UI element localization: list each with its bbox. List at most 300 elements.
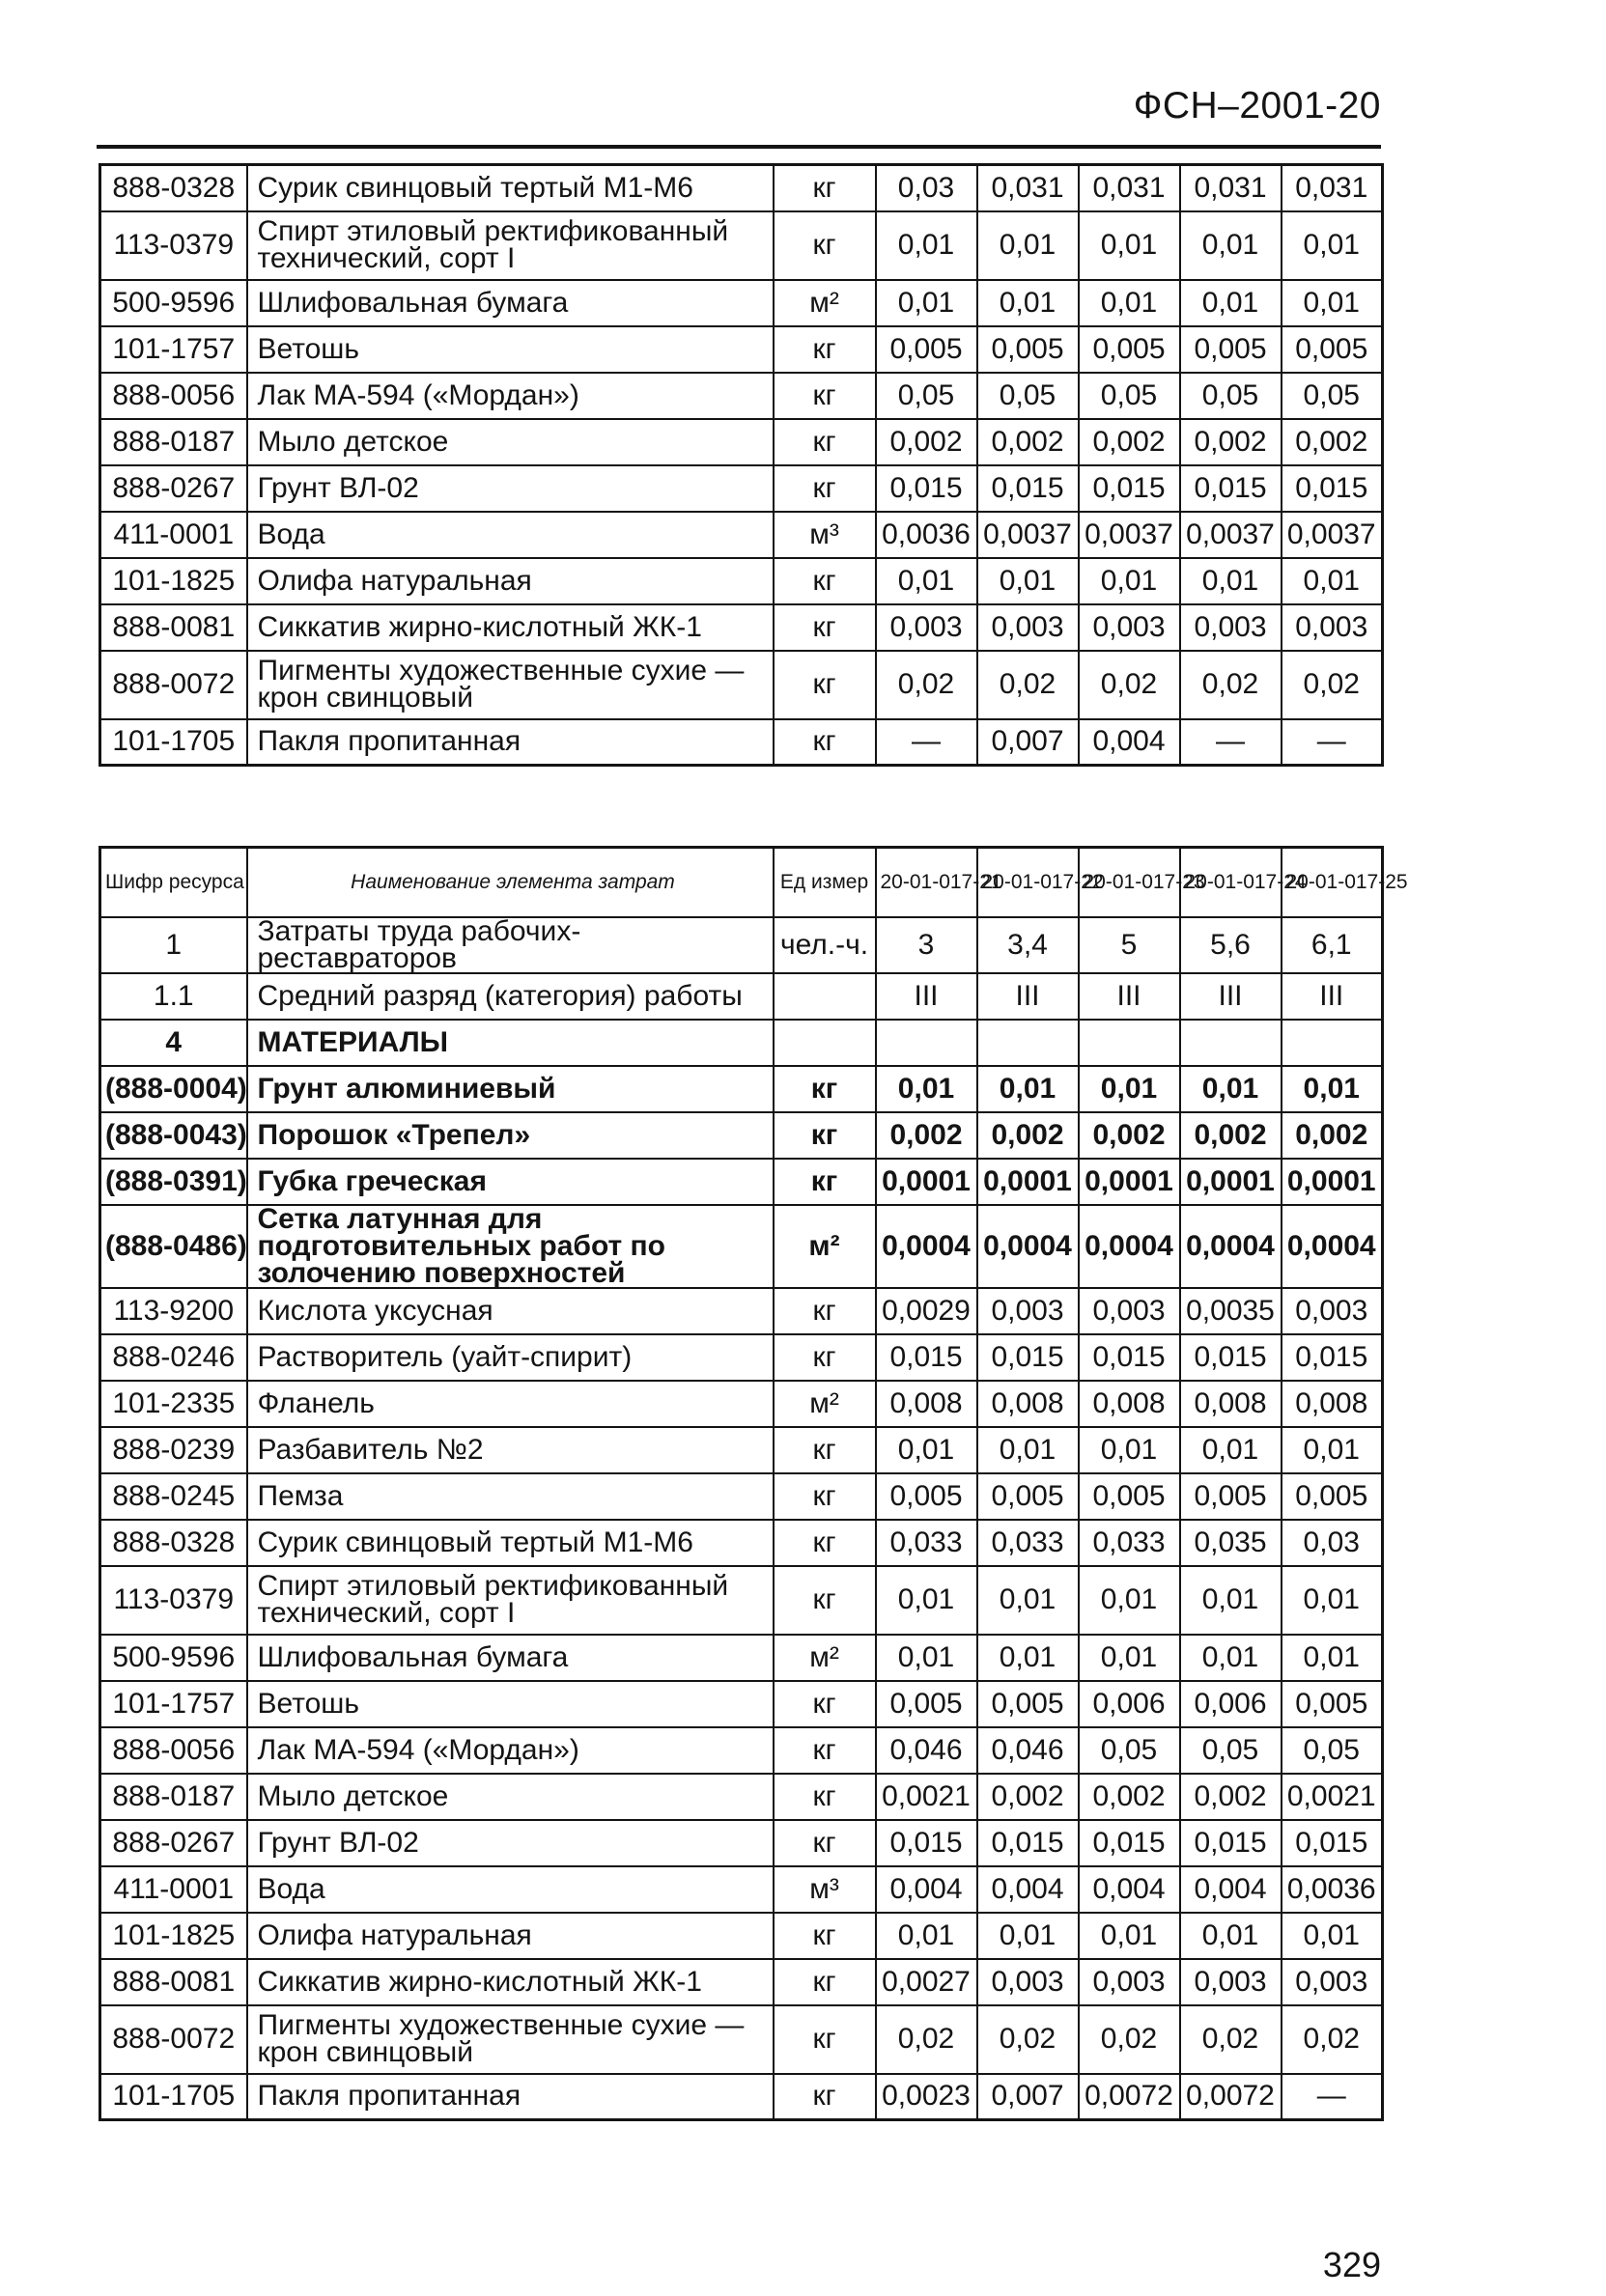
table-row bbox=[100, 1520, 1383, 1566]
resource-value: 0,01 bbox=[876, 1913, 977, 1959]
resource-value: 0,05 bbox=[1079, 1727, 1180, 1774]
resource-value: 0,0004 bbox=[977, 1205, 1079, 1288]
resource-value: 0,0023 bbox=[876, 2074, 977, 2120]
table-row bbox=[100, 1866, 1383, 1913]
resource-unit: м² bbox=[774, 1381, 876, 1427]
resource-value: 0,0036 bbox=[876, 512, 977, 558]
resource-value: III bbox=[1079, 973, 1180, 1020]
resource-value: 0,01 bbox=[1180, 1566, 1282, 1635]
resource-code: 411-0001 bbox=[100, 512, 247, 558]
resource-value: — bbox=[876, 719, 977, 766]
page-number: 329 bbox=[1322, 2245, 1381, 2284]
resource-name: Шлифовальная бумага bbox=[247, 280, 774, 326]
resource-name: Грунт ВЛ-02 bbox=[247, 1820, 774, 1866]
resource-value: 0,01 bbox=[1180, 1066, 1282, 1112]
resource-code: 4 bbox=[100, 1020, 247, 1066]
resource-value: 0,002 bbox=[1079, 1774, 1180, 1820]
resource-code: 888-0081 bbox=[100, 604, 247, 651]
resource-value: 0,002 bbox=[876, 419, 977, 465]
resource-value: 0,007 bbox=[977, 719, 1079, 766]
resource-value: — bbox=[1180, 719, 1282, 766]
header-unit: Ед измер bbox=[774, 848, 876, 917]
header-rule bbox=[97, 145, 1381, 149]
resource-value: 0,01 bbox=[876, 1427, 977, 1473]
resource-value: 0,01 bbox=[1079, 558, 1180, 604]
resource-name: Спирт этиловый ректификованный технический, сорт I bbox=[247, 1566, 774, 1635]
resource-name: Пигменты художественные сухие — крон свинцовый bbox=[247, 651, 774, 719]
resource-value: 0,008 bbox=[1180, 1381, 1282, 1427]
resource-unit: кг bbox=[774, 558, 876, 604]
resource-unit: кг bbox=[774, 1427, 876, 1473]
resource-name: Фланель bbox=[247, 1381, 774, 1427]
resource-code: 101-1757 bbox=[100, 1681, 247, 1727]
resource-value: 0,0037 bbox=[977, 512, 1079, 558]
resource-name: Пемза bbox=[247, 1473, 774, 1520]
resource-unit: кг bbox=[774, 1959, 876, 2005]
resource-value: 0,005 bbox=[1282, 1473, 1383, 1520]
resource-value: 0,004 bbox=[1079, 1866, 1180, 1913]
table-row bbox=[100, 1288, 1383, 1334]
resource-value: 0,01 bbox=[1282, 1427, 1383, 1473]
resource-name: Вода bbox=[247, 1866, 774, 1913]
resource-name: Мыло детское bbox=[247, 1774, 774, 1820]
table-row bbox=[100, 1635, 1383, 1681]
resource-code: 101-1757 bbox=[100, 326, 247, 373]
table-row bbox=[100, 973, 1383, 1020]
resource-code: 888-0267 bbox=[100, 465, 247, 512]
resource-value: 0,015 bbox=[1180, 1334, 1282, 1381]
resource-value: 0,007 bbox=[977, 2074, 1079, 2120]
resource-value: 0,01 bbox=[1282, 280, 1383, 326]
resource-code: 888-0056 bbox=[100, 373, 247, 419]
resource-value: 0,01 bbox=[1282, 1913, 1383, 1959]
resource-code: (888-0391) bbox=[100, 1159, 247, 1205]
resource-code: 411-0001 bbox=[100, 1866, 247, 1913]
resource-name: Вода bbox=[247, 512, 774, 558]
header-column: 20-01-017-23 bbox=[1079, 848, 1180, 917]
resource-code: 113-0379 bbox=[100, 211, 247, 280]
resource-value: 0,003 bbox=[977, 604, 1079, 651]
table-row bbox=[100, 512, 1383, 558]
resource-unit: кг bbox=[774, 1727, 876, 1774]
resource-code: (888-0043) bbox=[100, 1112, 247, 1159]
resource-value: 0,031 bbox=[1282, 165, 1383, 211]
resource-value: 0,005 bbox=[977, 326, 1079, 373]
resource-value: 0,046 bbox=[876, 1727, 977, 1774]
resource-value: 0,006 bbox=[1079, 1681, 1180, 1727]
resource-value: 0,015 bbox=[876, 1334, 977, 1381]
resource-value: 0,033 bbox=[876, 1520, 977, 1566]
resource-code: 888-0187 bbox=[100, 1774, 247, 1820]
resource-unit: м³ bbox=[774, 1866, 876, 1913]
resource-value: 0,002 bbox=[1180, 1112, 1282, 1159]
resource-value: 0,0035 bbox=[1180, 1288, 1282, 1334]
resource-value: 0,005 bbox=[1180, 1473, 1282, 1520]
resource-code: 101-1705 bbox=[100, 719, 247, 766]
table-row bbox=[100, 1020, 1383, 1066]
resource-unit: кг bbox=[774, 419, 876, 465]
resource-value: 0,002 bbox=[1282, 1112, 1383, 1159]
resource-value: 0,01 bbox=[1079, 1427, 1180, 1473]
resource-value: 0,01 bbox=[876, 211, 977, 280]
resource-value: 0,01 bbox=[977, 1066, 1079, 1112]
resource-name: Ветошь bbox=[247, 1681, 774, 1727]
table-row bbox=[100, 1774, 1383, 1820]
resource-value: 0,015 bbox=[977, 1820, 1079, 1866]
resource-value: 0,0001 bbox=[1282, 1159, 1383, 1205]
resource-unit bbox=[774, 1020, 876, 1066]
resource-value: 0,005 bbox=[1180, 326, 1282, 373]
resource-value: 0,002 bbox=[977, 419, 1079, 465]
header-code: Шифр ресурса bbox=[100, 848, 247, 917]
resource-value: 0,008 bbox=[1282, 1381, 1383, 1427]
resource-value: 0,0037 bbox=[1282, 512, 1383, 558]
resource-name: Грунт алюминиевый bbox=[247, 1066, 774, 1112]
resource-value: 0,0036 bbox=[1282, 1866, 1383, 1913]
resource-value: 0,033 bbox=[1079, 1520, 1180, 1566]
table-row bbox=[100, 419, 1383, 465]
resource-value bbox=[1282, 1020, 1383, 1066]
resource-value: 0,0037 bbox=[1180, 512, 1282, 558]
resource-value: — bbox=[1282, 719, 1383, 766]
resource-value: 0,002 bbox=[876, 1112, 977, 1159]
resource-unit: м² bbox=[774, 1205, 876, 1288]
resource-value: 0,01 bbox=[977, 1427, 1079, 1473]
resource-code: 888-0187 bbox=[100, 419, 247, 465]
resource-unit: кг bbox=[774, 1112, 876, 1159]
resource-name: Спирт этиловый ректификованный технический, сорт I bbox=[247, 211, 774, 280]
table-row bbox=[100, 1066, 1383, 1112]
header-column: 20-01-017-22 bbox=[977, 848, 1079, 917]
resource-value: III bbox=[1282, 973, 1383, 1020]
resource-value: 0,002 bbox=[1180, 419, 1282, 465]
resource-code: 1 bbox=[100, 917, 247, 973]
table-row bbox=[100, 165, 1383, 211]
resource-value: 0,0001 bbox=[1079, 1159, 1180, 1205]
resource-name: Сиккатив жирно-кислотный ЖК-1 bbox=[247, 604, 774, 651]
resource-value: 0,015 bbox=[1282, 465, 1383, 512]
resource-value: 0,002 bbox=[977, 1774, 1079, 1820]
resource-name: Затраты труда рабочих-реставраторов bbox=[247, 917, 774, 973]
resource-value: 0,0004 bbox=[1282, 1205, 1383, 1288]
resource-value: 0,01 bbox=[876, 1635, 977, 1681]
resource-value: 0,01 bbox=[1180, 211, 1282, 280]
resource-code: (888-0486) bbox=[100, 1205, 247, 1288]
resource-unit: кг bbox=[774, 1288, 876, 1334]
resource-unit: м³ bbox=[774, 512, 876, 558]
resource-value: 0,02 bbox=[1079, 651, 1180, 719]
resource-value: 0,02 bbox=[1180, 2005, 1282, 2074]
resource-name: Растворитель (уайт-спирит) bbox=[247, 1334, 774, 1381]
resource-value: 0,005 bbox=[876, 1473, 977, 1520]
resource-value: 0,003 bbox=[1282, 604, 1383, 651]
resource-value: 0,003 bbox=[1180, 604, 1282, 651]
header-name: Наименование элемента затрат bbox=[247, 848, 774, 917]
resource-value: 0,02 bbox=[977, 2005, 1079, 2074]
resource-code: 888-0328 bbox=[100, 165, 247, 211]
resource-value: 0,003 bbox=[1079, 1288, 1180, 1334]
resource-name: Сурик свинцовый тертый М1-М6 bbox=[247, 1520, 774, 1566]
resource-unit: кг bbox=[774, 2074, 876, 2120]
table-row bbox=[100, 1913, 1383, 1959]
resource-value: 0,0072 bbox=[1180, 2074, 1282, 2120]
resource-value: 0,05 bbox=[1180, 373, 1282, 419]
resource-code: 888-0072 bbox=[100, 651, 247, 719]
resource-value: 0,004 bbox=[977, 1866, 1079, 1913]
resource-value: 0,0029 bbox=[876, 1288, 977, 1334]
resource-unit: кг bbox=[774, 1473, 876, 1520]
resource-name: Сурик свинцовый тертый М1-М6 bbox=[247, 165, 774, 211]
table-row bbox=[100, 1427, 1383, 1473]
resource-value: 5 bbox=[1079, 917, 1180, 973]
resource-value: 0,01 bbox=[876, 1066, 977, 1112]
resource-value: 0,008 bbox=[977, 1381, 1079, 1427]
resource-value: 0,01 bbox=[977, 558, 1079, 604]
resource-value: 0,01 bbox=[977, 1635, 1079, 1681]
resource-value: 0,01 bbox=[876, 1566, 977, 1635]
resource-value: 0,01 bbox=[977, 1566, 1079, 1635]
resource-value: 0,003 bbox=[876, 604, 977, 651]
resource-code: (888-0004) bbox=[100, 1066, 247, 1112]
resource-value: 0,005 bbox=[876, 1681, 977, 1727]
resource-value: 0,006 bbox=[1180, 1681, 1282, 1727]
resource-value: 0,005 bbox=[1079, 326, 1180, 373]
table-row bbox=[100, 917, 1383, 973]
resource-value: III bbox=[1180, 973, 1282, 1020]
resource-unit: кг bbox=[774, 1681, 876, 1727]
table-row bbox=[100, 1959, 1383, 2005]
resource-value: 0,01 bbox=[977, 1913, 1079, 1959]
resource-value: 0,035 bbox=[1180, 1520, 1282, 1566]
resource-unit: кг bbox=[774, 1913, 876, 1959]
page-header-title: ФСН–2001-20 bbox=[1133, 85, 1381, 126]
resource-name: Мыло детское bbox=[247, 419, 774, 465]
resource-value: 0,003 bbox=[1282, 1288, 1383, 1334]
resource-value: 0,015 bbox=[1079, 465, 1180, 512]
resource-value: 0,0004 bbox=[1180, 1205, 1282, 1288]
table-row bbox=[100, 2005, 1383, 2074]
resource-value: 0,002 bbox=[1079, 419, 1180, 465]
resource-value: 0,003 bbox=[977, 1288, 1079, 1334]
resource-value: 0,0021 bbox=[1282, 1774, 1383, 1820]
resource-value: 0,003 bbox=[1180, 1959, 1282, 2005]
resource-value: 6,1 bbox=[1282, 917, 1383, 973]
resource-value: 0,01 bbox=[1180, 280, 1282, 326]
resource-name: Разбавитель №2 bbox=[247, 1427, 774, 1473]
resource-value: 0,005 bbox=[977, 1681, 1079, 1727]
resource-value: 0,01 bbox=[1180, 1913, 1282, 1959]
resource-value: 0,02 bbox=[876, 2005, 977, 2074]
resource-value: 0,0027 bbox=[876, 1959, 977, 2005]
resource-code: 888-0245 bbox=[100, 1473, 247, 1520]
table-row bbox=[100, 280, 1383, 326]
resource-value: 0,005 bbox=[1282, 326, 1383, 373]
resource-value: 0,0072 bbox=[1079, 2074, 1180, 2120]
resource-value: 0,031 bbox=[977, 165, 1079, 211]
resource-code: 101-1825 bbox=[100, 1913, 247, 1959]
table-row bbox=[100, 1205, 1383, 1288]
resource-name: Пакля пропитанная bbox=[247, 719, 774, 766]
resource-value: 0,005 bbox=[876, 326, 977, 373]
resource-unit: кг bbox=[774, 165, 876, 211]
resource-name: Лак МА-594 («Мордан») bbox=[247, 373, 774, 419]
resource-code: 101-1825 bbox=[100, 558, 247, 604]
header-column: 20-01-017-25 bbox=[1282, 848, 1383, 917]
resource-value: 0,008 bbox=[876, 1381, 977, 1427]
resource-value: 0,031 bbox=[1079, 165, 1180, 211]
resource-value: 0,005 bbox=[1079, 1473, 1180, 1520]
table-row bbox=[100, 1473, 1383, 1520]
resource-code: 1.1 bbox=[100, 973, 247, 1020]
resource-value: 0,01 bbox=[1079, 1566, 1180, 1635]
resource-value bbox=[1180, 1020, 1282, 1066]
table-row bbox=[100, 1159, 1383, 1205]
table-row bbox=[100, 373, 1383, 419]
resource-value: 0,002 bbox=[1079, 1112, 1180, 1159]
resource-value: 0,05 bbox=[977, 373, 1079, 419]
resource-value: 0,003 bbox=[1079, 1959, 1180, 2005]
resource-value: 0,02 bbox=[977, 651, 1079, 719]
table-row bbox=[100, 465, 1383, 512]
resource-value: 0,01 bbox=[876, 280, 977, 326]
resource-value: 3 bbox=[876, 917, 977, 973]
resource-value: 0,008 bbox=[1079, 1381, 1180, 1427]
resource-value: 0,003 bbox=[1079, 604, 1180, 651]
resource-name: Грунт ВЛ-02 bbox=[247, 465, 774, 512]
resource-name: Кислота уксусная bbox=[247, 1288, 774, 1334]
resource-value: 0,015 bbox=[977, 1334, 1079, 1381]
resource-value: 0,01 bbox=[1180, 1427, 1282, 1473]
resource-value: 0,01 bbox=[1180, 1635, 1282, 1681]
resource-unit bbox=[774, 973, 876, 1020]
resource-value: 0,01 bbox=[876, 558, 977, 604]
resource-value: 0,0037 bbox=[1079, 512, 1180, 558]
resource-value: 0,02 bbox=[1282, 651, 1383, 719]
table-row bbox=[100, 1381, 1383, 1427]
resource-name: Сетка латунная для подготовительных работ по золочению поверхностей bbox=[247, 1205, 774, 1288]
resource-code: 888-0267 bbox=[100, 1820, 247, 1866]
table-row bbox=[100, 719, 1383, 766]
resource-unit: кг bbox=[774, 1566, 876, 1635]
resource-unit: кг bbox=[774, 719, 876, 766]
table-row bbox=[100, 326, 1383, 373]
table-row bbox=[100, 651, 1383, 719]
resource-unit: кг bbox=[774, 326, 876, 373]
resource-code: 101-2335 bbox=[100, 1381, 247, 1427]
resource-code: 113-9200 bbox=[100, 1288, 247, 1334]
resource-value: 0,0004 bbox=[876, 1205, 977, 1288]
resource-value: 0,015 bbox=[1282, 1334, 1383, 1381]
resource-value: 0,03 bbox=[876, 165, 977, 211]
resource-value: 0,01 bbox=[977, 280, 1079, 326]
resource-code: 888-0072 bbox=[100, 2005, 247, 2074]
resource-value: 0,004 bbox=[1180, 1866, 1282, 1913]
resource-code: 101-1705 bbox=[100, 2074, 247, 2120]
resource-value: 0,015 bbox=[876, 1820, 977, 1866]
resource-value: 0,046 bbox=[977, 1727, 1079, 1774]
resource-value: 0,01 bbox=[1079, 211, 1180, 280]
resource-name: Шлифовальная бумага bbox=[247, 1635, 774, 1681]
resource-value: 0,05 bbox=[1282, 1727, 1383, 1774]
resource-name: Лак МА-594 («Мордан») bbox=[247, 1727, 774, 1774]
table-row bbox=[100, 2074, 1383, 2120]
resource-value: 0,02 bbox=[1079, 2005, 1180, 2074]
resource-name: Сиккатив жирно-кислотный ЖК-1 bbox=[247, 1959, 774, 2005]
resource-value: III bbox=[876, 973, 977, 1020]
resource-unit: кг bbox=[774, 465, 876, 512]
resource-value: 0,015 bbox=[977, 465, 1079, 512]
resource-name: Пигменты художественные сухие — крон свинцовый bbox=[247, 2005, 774, 2074]
resource-name: МАТЕРИАЛЫ bbox=[247, 1020, 774, 1066]
resource-value: 0,003 bbox=[977, 1959, 1079, 2005]
resource-value: 0,01 bbox=[1282, 1066, 1383, 1112]
resource-value: 0,05 bbox=[876, 373, 977, 419]
resource-value: 0,005 bbox=[1282, 1681, 1383, 1727]
resource-unit: кг bbox=[774, 1820, 876, 1866]
resource-value: 0,0001 bbox=[1180, 1159, 1282, 1205]
resource-value: 0,015 bbox=[1180, 1820, 1282, 1866]
resource-value: 0,0004 bbox=[1079, 1205, 1180, 1288]
resource-value: 0,002 bbox=[1282, 419, 1383, 465]
resource-unit: кг bbox=[774, 211, 876, 280]
resource-unit: кг bbox=[774, 373, 876, 419]
resource-value: 0,015 bbox=[1180, 465, 1282, 512]
resource-code: 888-0081 bbox=[100, 1959, 247, 2005]
resource-code: 500-9596 bbox=[100, 1635, 247, 1681]
resources-table bbox=[99, 846, 1408, 2121]
resource-name: Олифа натуральная bbox=[247, 1913, 774, 1959]
resource-value: 0,01 bbox=[1282, 1635, 1383, 1681]
resource-value: 0,05 bbox=[1079, 373, 1180, 419]
resource-value: — bbox=[1282, 2074, 1383, 2120]
resource-value: 0,01 bbox=[1079, 1635, 1180, 1681]
resource-unit: кг bbox=[774, 651, 876, 719]
resource-value: 0,02 bbox=[876, 651, 977, 719]
resource-value: 0,03 bbox=[1282, 1520, 1383, 1566]
table-row bbox=[100, 1820, 1383, 1866]
table-row bbox=[100, 1727, 1383, 1774]
resource-value: 0,015 bbox=[1282, 1820, 1383, 1866]
resource-code: 888-0246 bbox=[100, 1334, 247, 1381]
table-row bbox=[100, 1334, 1383, 1381]
resource-value bbox=[977, 1020, 1079, 1066]
resource-unit: чел.-ч. bbox=[774, 917, 876, 973]
resource-unit: кг bbox=[774, 2005, 876, 2074]
resource-value: 0,033 bbox=[977, 1520, 1079, 1566]
resource-name: Пакля пропитанная bbox=[247, 2074, 774, 2120]
resource-value: 0,02 bbox=[1180, 651, 1282, 719]
resource-value: 0,01 bbox=[977, 211, 1079, 280]
table-row bbox=[100, 1681, 1383, 1727]
resource-value: 0,02 bbox=[1282, 2005, 1383, 2074]
resource-value: 0,002 bbox=[977, 1112, 1079, 1159]
resource-code: 500-9596 bbox=[100, 280, 247, 326]
resource-value: 3,4 bbox=[977, 917, 1079, 973]
resource-code: 888-0328 bbox=[100, 1520, 247, 1566]
resource-unit: кг bbox=[774, 1334, 876, 1381]
resource-name: Губка греческая bbox=[247, 1159, 774, 1205]
resource-value: 0,003 bbox=[1282, 1959, 1383, 2005]
resource-unit: кг bbox=[774, 1774, 876, 1820]
table-row bbox=[100, 211, 1383, 280]
table-row bbox=[100, 558, 1383, 604]
header-column: 20-01-017-24 bbox=[1180, 848, 1282, 917]
resource-name: Ветошь bbox=[247, 326, 774, 373]
resource-value: 0,01 bbox=[1079, 1913, 1180, 1959]
resource-value: 0,05 bbox=[1282, 373, 1383, 419]
resource-value: 0,015 bbox=[1079, 1334, 1180, 1381]
resource-unit: кг bbox=[774, 604, 876, 651]
